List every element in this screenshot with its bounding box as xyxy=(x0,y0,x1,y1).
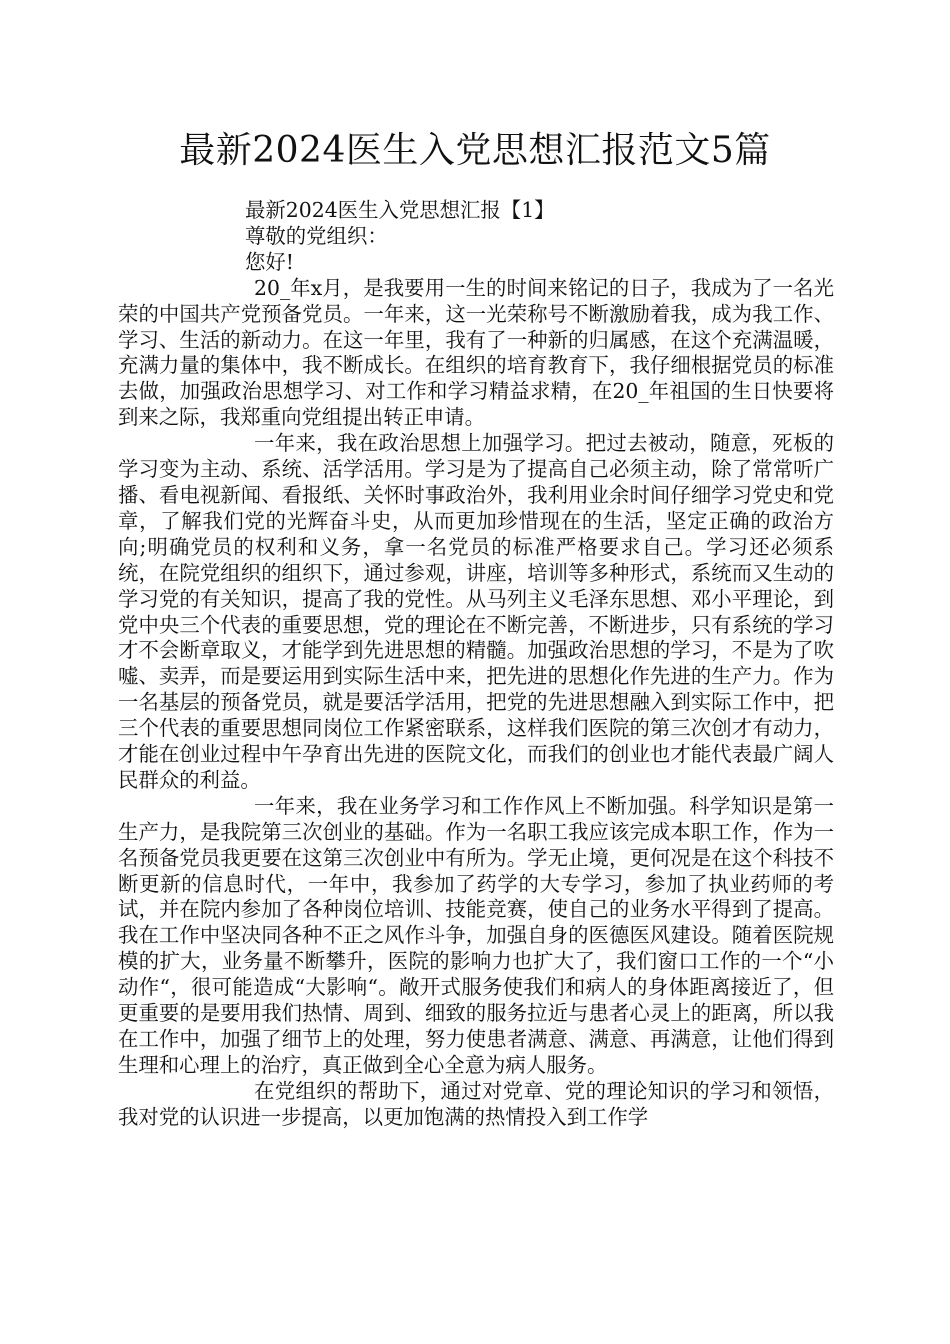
paragraph-4: 在党组织的帮助下，通过对党章、党的理论知识的学习和领悟，我对党的认识进一步提高，以更加饱满的热情投入到工作学 xyxy=(118,1078,834,1129)
paragraph-3: 一年来，我在业务学习和工作作风上不断加强。科学知识是第一生产力，是我院第三次创业的基础。作为一名职工我应该完成本职工作，作为一名预备党员我更要在这第三次创业中有所为。学无止境，更何况是在这个科技不断更新的信息时代，一年中，我参加了药学的大专学习，参加了执业药师的考试，并在院内参加了各种岗位培训、技能竞赛，使自己的业务水平得到了提高。我在工作中坚决同各种不正之风作斗争，加强自身的医德医风建设。随着医院规模的扩大，业务量不断攀升，医院的影响力也扩大了，我们窗口工作的一个“小动作“，很可能造成“大影响“。敞开式服务使我们和病人的身体距离接近了，但更重要的是要用我们热情、周到、细致的服务拉近与患者心灵上的距离，所以我在工作中，加强了细节上的处理，努力使患者满意、满意、再满意，让他们得到生理和心理上的治疗，真正做到全心全意为病人服务。 xyxy=(118,793,834,1077)
paragraph-1: 20_年x月，是我要用一生的时间来铭记的日子，我成为了一名光荣的中国共产党预备党员。一年来，这一光荣称号不断激励着我，成为我工作、学习、生活的新动力。在这一年里，我有了一种新的归属感，在这个充满温暖，充满力量的集体中，我不断成长。在组织的培育教育下，我仔细根据党员的标准去做，加强政治思想学习、对工作和学习精益求精，在20_年祖国的生日快要将到来之际，我郑重向党组提出转正申请。 xyxy=(118,275,834,430)
salutation: 尊敬的党组织： xyxy=(245,223,388,248)
document-title: 最新2024医生入党思想汇报范文5篇 xyxy=(179,130,771,171)
greeting: 您好! xyxy=(245,249,294,274)
paragraph-2: 一年来，我在政治思想上加强学习。把过去被动，随意，死板的学习变为主动、系统、活学活用。学习是为了提高自己必须主动，除了常常听广播、看电视新闻、看报纸、关怀时事政治外，我利用业余时间仔细学习党史和党章，了解我们党的光辉奋斗史，从而更加珍惜现在的生活，坚定正确的政治方向;明确党员的权利和义务，拿一名党员的标准严格要求自己。学习还必须系统，在院党组织的组织下，通过参观，讲座，培训等多种形式，系统而又生动的学习党的有关知识，提高了我的党性。从马列主义毛泽东思想、邓小平理论，到党中央三个代表的重要思想，党的理论在不断完善，不断进步，只有系统的学习才不会断章取义，才能学到先进思想的精髓。加强政治思想的学习，不是为了吹嘘、卖弄，而是要运用到实际生活中来，把先进的思想化作先进的生产力。作为一名基层的预备党员，就是要活学活用，把党的先进思想融入到实际工作中，把三个代表的重要思想同岗位工作紧密联系，这样我们医院的第三次创才有动力，才能在创业过程中午孕育出先进的医院文化，而我们的创业也才能代表最广阔人民群众的利益。 xyxy=(118,431,834,792)
section-heading: 最新2024医生入党思想汇报【1】 xyxy=(245,198,555,222)
document-body xyxy=(118,198,834,1131)
